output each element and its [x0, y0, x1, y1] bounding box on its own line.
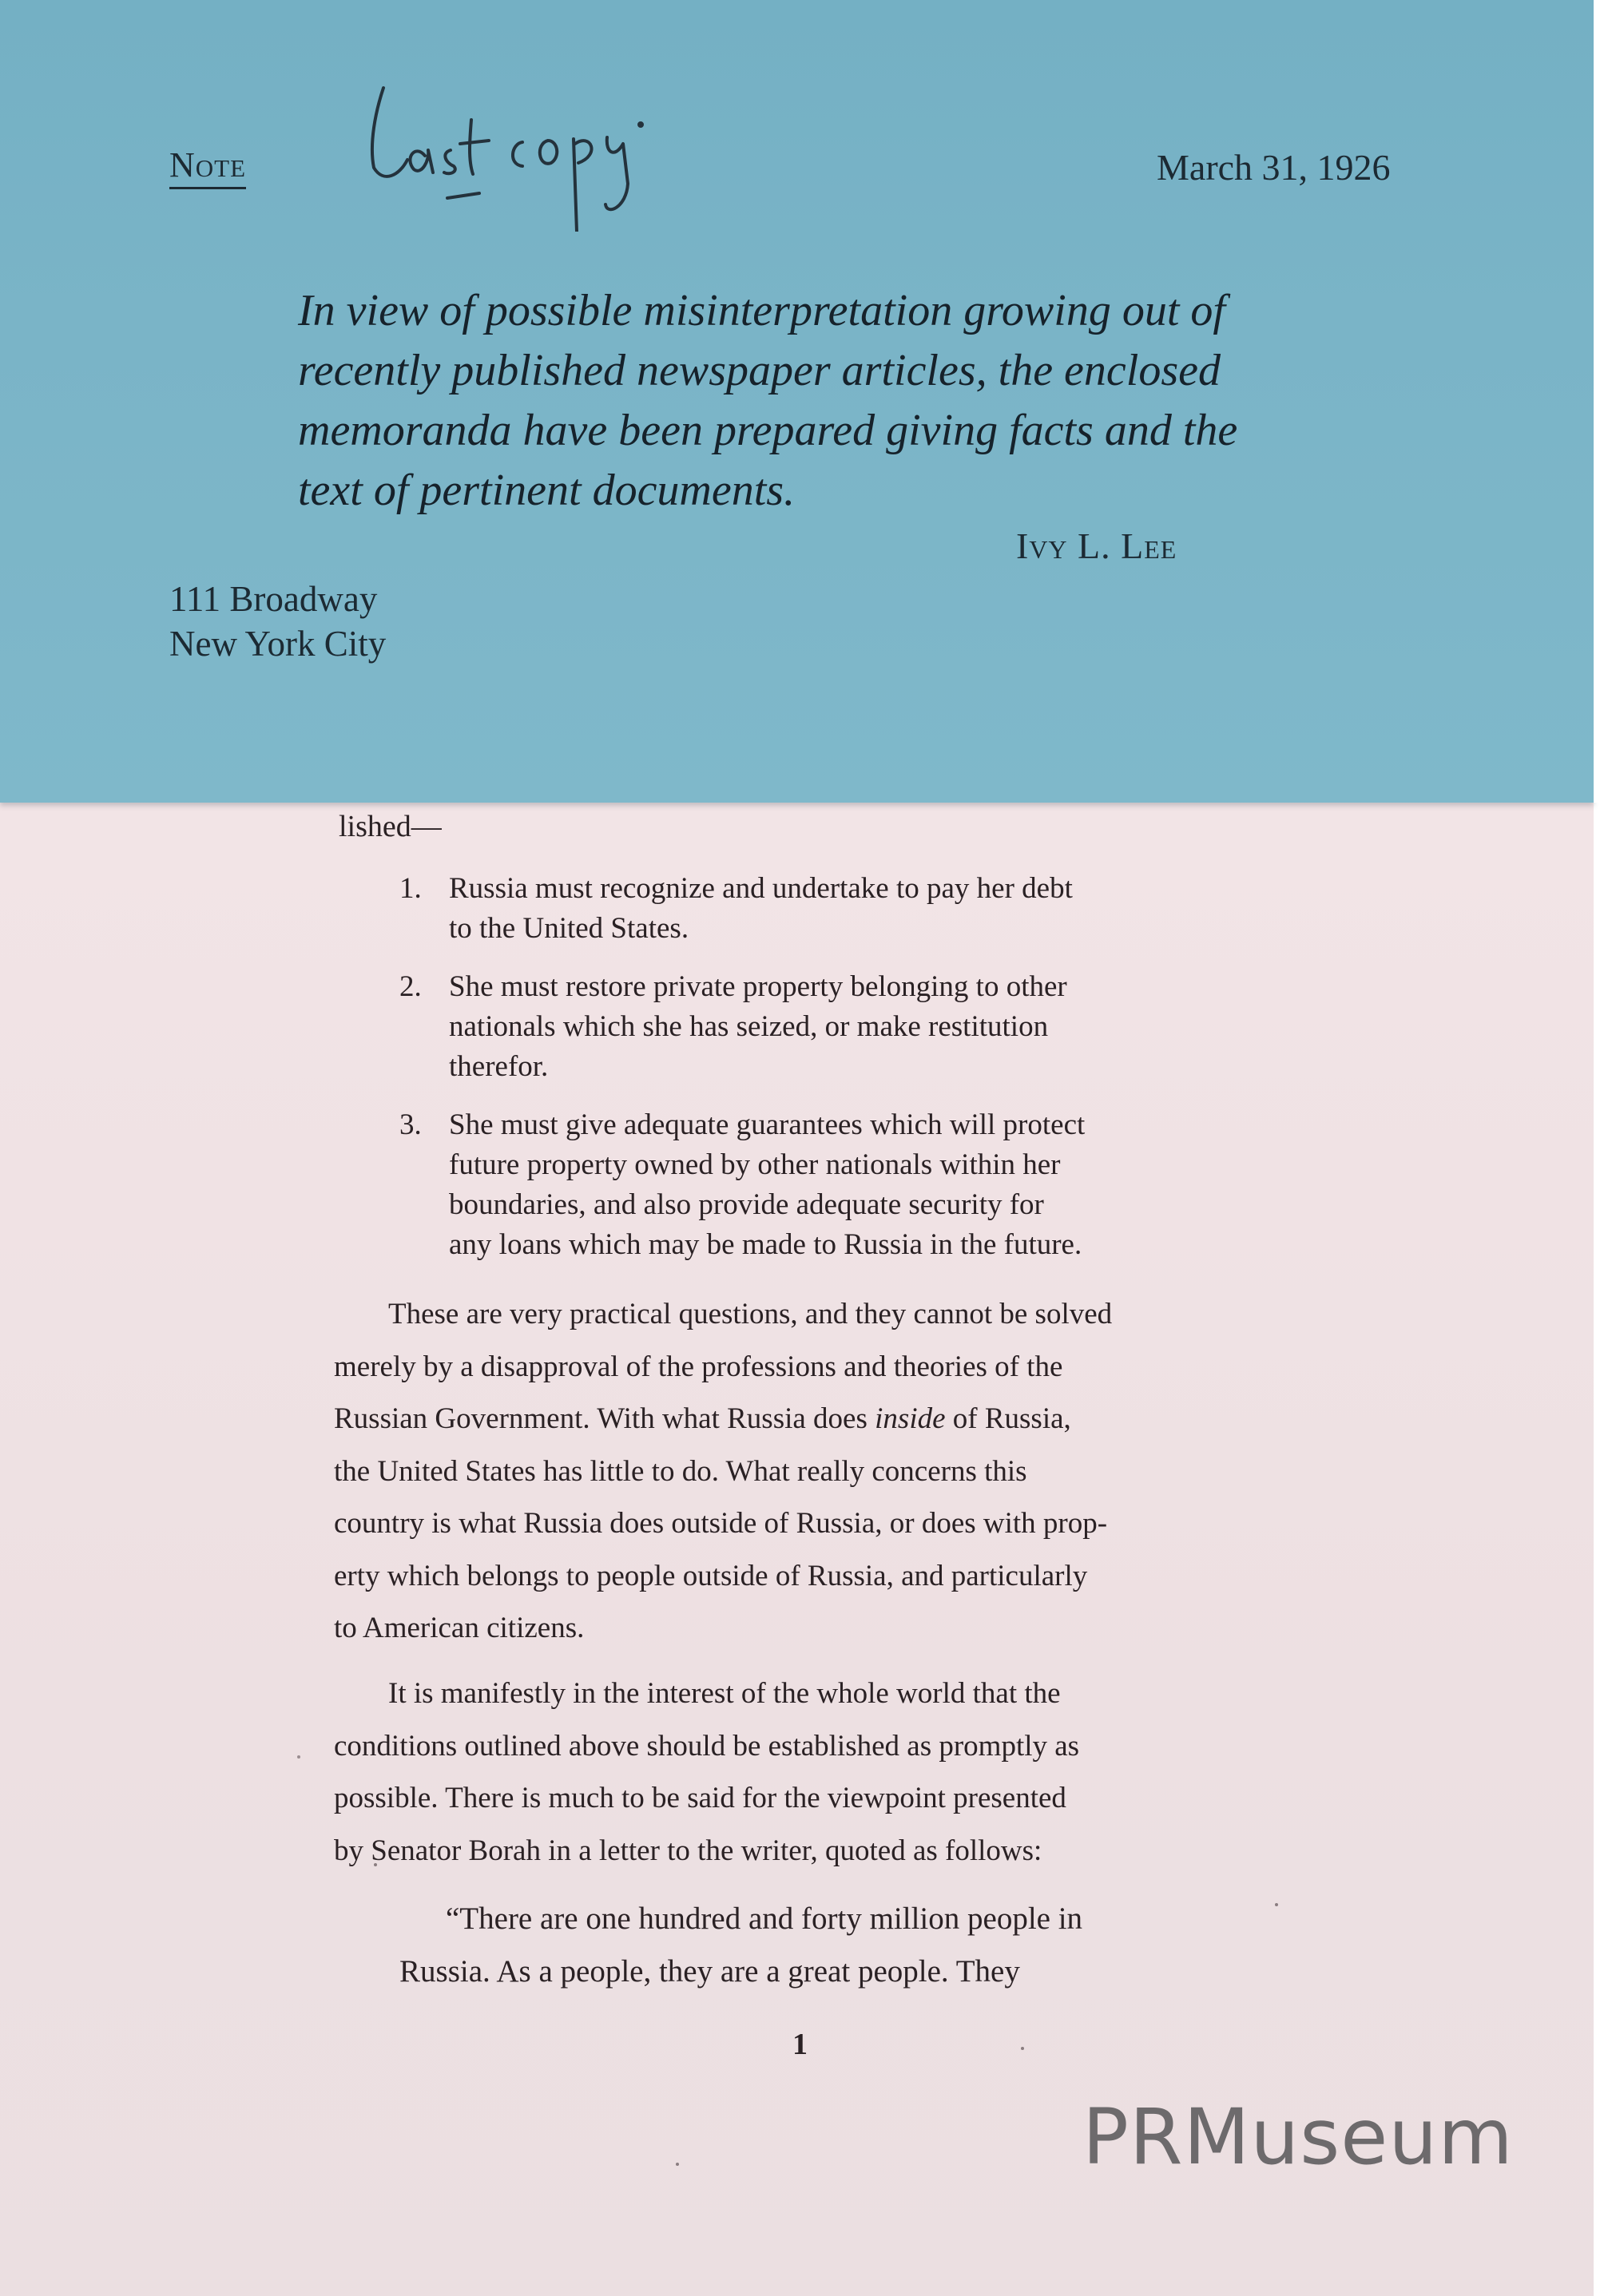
condition-number: 3. — [399, 1108, 422, 1141]
page-number: 1 — [792, 2028, 808, 2061]
emphasis-inside: inside — [875, 1402, 946, 1435]
paragraph-line: to American citizens. — [334, 1612, 585, 1644]
condition-item — [399, 967, 1206, 1087]
note-label: Note — [169, 145, 246, 189]
continuation-text: lished— — [339, 810, 442, 843]
condition-line: Russia must recognize and undertake to pay her debt — [449, 872, 1073, 905]
note-message-line: In view of possible misinterpretation growing out of — [298, 286, 1225, 335]
note-signature: Ivy L. Lee — [1016, 525, 1177, 566]
paragraph-text: of Russia, — [945, 1402, 1071, 1435]
sender-address — [169, 577, 386, 666]
paragraph-text: Russian Government. With what Russia does — [334, 1402, 875, 1435]
condition-item — [399, 1105, 1206, 1265]
condition-line: therefor. — [449, 1050, 549, 1083]
condition-text — [449, 869, 1206, 949]
note-message-line: recently published newspaper articles, the enclosed — [298, 346, 1221, 395]
condition-text — [449, 967, 1206, 1087]
condition-line: boundaries, and also provide adequate security for — [449, 1188, 1044, 1221]
condition-line: any loans which may be made to Russia in the future. — [449, 1228, 1082, 1261]
condition-item — [399, 869, 1206, 949]
paragraph-world-interest — [334, 1667, 1278, 1877]
condition-line: future property owned by other nationals within her — [449, 1148, 1061, 1181]
conditions-list — [399, 869, 1206, 1283]
address-line: New York City — [169, 624, 387, 664]
paragraph-line: erty which belongs to people outside of Russia, and particularly — [334, 1559, 1088, 1592]
note-slip — [0, 0, 1594, 803]
paragraph-line: These are very practical questions, and they cannot be solved — [388, 1298, 1113, 1330]
handwriting-text: Last copy — [351, 64, 355, 65]
note-message-line: text of pertinent documents. — [298, 466, 796, 515]
condition-line: She must give adequate guarantees which will protect — [449, 1108, 1086, 1141]
quote-line: “There are one hundred and forty million people in — [446, 1901, 1083, 1936]
borah-quote — [399, 1893, 1230, 1998]
condition-line: She must restore private property belonging to other — [449, 970, 1067, 1003]
condition-number: 1. — [399, 872, 422, 905]
paragraph-line — [334, 1393, 1278, 1445]
condition-line: to the United States. — [449, 912, 689, 945]
paragraph-line: the United States has little to do. What really concerns this — [334, 1454, 1027, 1488]
page-edge — [1594, 795, 1608, 2296]
note-slip-edge — [1594, 0, 1608, 803]
note-message — [298, 281, 1312, 521]
paragraph-line: merely by a disapproval of the professions and theories of the — [334, 1350, 1063, 1383]
paragraph-line: country is what Russia does outside of Russia, or does with prop- — [334, 1507, 1108, 1540]
paragraph-practical-questions — [334, 1288, 1278, 1655]
watermark: PRMuseum — [1082, 2092, 1514, 2182]
paragraph-line: It is manifestly in the interest of the whole world that the — [388, 1677, 1061, 1710]
quote-line: Russia. As a people, they are a great people. They — [399, 1954, 1020, 1989]
condition-number: 2. — [399, 970, 422, 1003]
handwritten-annotation — [351, 64, 687, 232]
note-message-line: memoranda have been prepared giving facts and the — [298, 406, 1238, 455]
paragraph-line: by Senator Borah in a letter to the writer, quoted as follows: — [334, 1834, 1042, 1867]
note-date: March 31, 1926 — [1157, 147, 1391, 188]
paragraph-line: possible. There is much to be said for the viewpoint presented — [334, 1782, 1066, 1814]
condition-line: nationals which she has seized, or make restitution — [449, 1010, 1049, 1043]
condition-text — [449, 1105, 1206, 1265]
paragraph-line: conditions outlined above should be established as promptly as — [334, 1729, 1080, 1763]
address-line: 111 Broadway — [169, 579, 378, 619]
